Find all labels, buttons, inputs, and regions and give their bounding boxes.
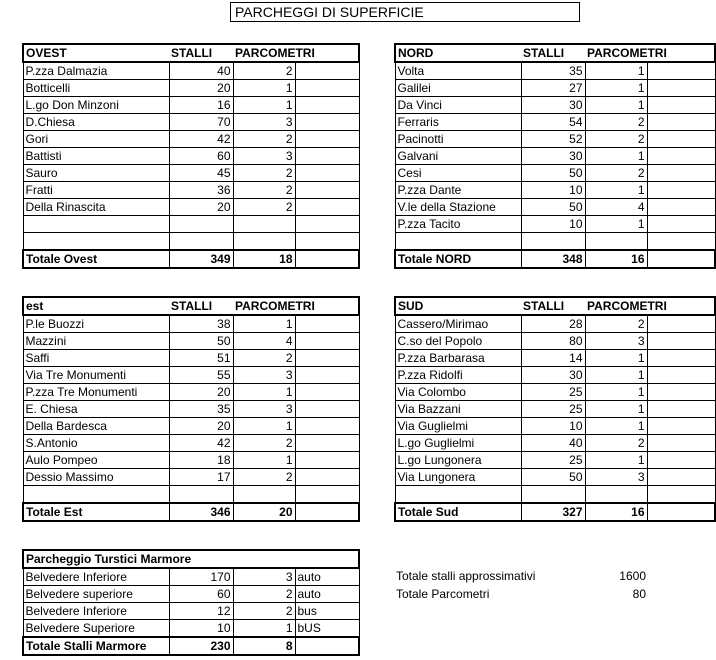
- parcometri-value: 1: [585, 62, 647, 80]
- stalli-value: 27: [521, 80, 585, 97]
- parking-name: Galilei: [395, 80, 521, 97]
- blank-cell: [295, 469, 359, 486]
- blank-cell: [295, 637, 359, 655]
- parking-name: Sauro: [23, 165, 169, 182]
- table-marmore: [22, 549, 360, 656]
- table-row: [23, 350, 359, 367]
- zone-name-header: SUD: [395, 297, 521, 315]
- stalli-value: 50: [521, 165, 585, 182]
- parking-name: D.Chiesa: [23, 114, 169, 131]
- blank-cell: [647, 114, 715, 131]
- parking-name: [395, 486, 521, 503]
- parking-name: Via Guglielmi: [395, 418, 521, 435]
- blank-cell: [647, 315, 715, 333]
- blank-cell: [647, 503, 715, 521]
- parking-name: Aulo Pompeo: [23, 452, 169, 469]
- parking-name: Via Lungonera: [395, 469, 521, 486]
- table-row: [395, 384, 715, 401]
- stalli-value: 35: [521, 62, 585, 80]
- parcometri-value: 2: [233, 469, 295, 486]
- stalli-header: STALLI: [521, 297, 585, 315]
- stalli-value: 25: [521, 384, 585, 401]
- blank-cell: [295, 97, 359, 114]
- table-row: [395, 62, 715, 80]
- parcometri-value: [585, 233, 647, 250]
- parcometri-value: [233, 216, 295, 233]
- parking-name: V.le della Stazione: [395, 199, 521, 216]
- table-row: [395, 367, 715, 384]
- parcometri-value: 2: [585, 165, 647, 182]
- table-row: [395, 315, 715, 333]
- stalli-value: 70: [169, 114, 233, 131]
- parcometri-value: 2: [233, 62, 295, 80]
- parcometri-value: 2: [585, 315, 647, 333]
- blank-cell: [295, 80, 359, 97]
- parking-name: Via Bazzani: [395, 401, 521, 418]
- table-row: [395, 165, 715, 182]
- parking-name: Galvani: [395, 148, 521, 165]
- parcometri-value: 1: [233, 80, 295, 97]
- parking-name: L.go Lungonera: [395, 452, 521, 469]
- parking-name: P.zza Tre Monumenti: [23, 384, 169, 401]
- parking-name: Via Tre Monumenti: [23, 367, 169, 384]
- table-row: [23, 620, 359, 638]
- stalli-value: [169, 216, 233, 233]
- table-row: [23, 199, 359, 216]
- table-row: [395, 452, 715, 469]
- table-row: [23, 233, 359, 250]
- table-row: [23, 384, 359, 401]
- parcometri-header: PARCOMETRI: [587, 46, 667, 60]
- parcometri-value: 2: [233, 350, 295, 367]
- stalli-value: [169, 233, 233, 250]
- parking-name: Cassero/Mirimao: [395, 315, 521, 333]
- blank-cell: [295, 315, 359, 333]
- parking-name: Della Rinascita: [23, 199, 169, 216]
- parking-name: Volta: [395, 62, 521, 80]
- parcometri-value: 3: [233, 367, 295, 384]
- stalli-value: 17: [169, 469, 233, 486]
- parking-name: Dessio Massimo: [23, 469, 169, 486]
- stalli-value: 16: [169, 97, 233, 114]
- parcometri-value: 1: [585, 216, 647, 233]
- table-row: [395, 350, 715, 367]
- stalli-value: [521, 486, 585, 503]
- table-row: [395, 182, 715, 199]
- parcometri-value: 1: [233, 418, 295, 435]
- stalli-value: 10: [521, 182, 585, 199]
- table-row: [23, 148, 359, 165]
- stalli-value: 40: [521, 435, 585, 452]
- blank-header: [295, 550, 359, 568]
- stalli-value: 50: [169, 333, 233, 350]
- parcometri-value: 3: [233, 568, 295, 586]
- stalli-value: 42: [169, 131, 233, 148]
- blank-cell: [295, 233, 359, 250]
- table-row: [395, 216, 715, 233]
- parcometri-value: 1: [233, 384, 295, 401]
- table-row: [23, 418, 359, 435]
- blank-cell: [295, 503, 359, 521]
- stalli-value: 38: [169, 315, 233, 333]
- blank-cell: [295, 486, 359, 503]
- summary-value: 80: [632, 587, 646, 601]
- table-row: [395, 148, 715, 165]
- total-parcometri: 18: [233, 250, 295, 268]
- stalli-value: 14: [521, 350, 585, 367]
- marmore-header: Parcheggio Turstici Marmore: [23, 550, 169, 568]
- blank-cell: [295, 333, 359, 350]
- parcometri-value: 1: [233, 620, 295, 638]
- stalli-value: 42: [169, 435, 233, 452]
- total-stalli: 348: [521, 250, 585, 268]
- stalli-value: 80: [521, 333, 585, 350]
- parking-name: Pacinotti: [395, 131, 521, 148]
- parcometri-value: 4: [233, 333, 295, 350]
- parcometri-value: 3: [585, 333, 647, 350]
- blank-cell: [647, 384, 715, 401]
- table-row: [395, 233, 715, 250]
- parcometri-value: 1: [233, 315, 295, 333]
- total-stalli: 230: [169, 637, 233, 655]
- stalli-value: 10: [521, 216, 585, 233]
- parcometri-value: 1: [585, 418, 647, 435]
- total-stalli: 346: [169, 503, 233, 521]
- stalli-value: [169, 486, 233, 503]
- total-stalli: 327: [521, 503, 585, 521]
- zone-name-header: NORD: [395, 44, 521, 62]
- parking-name: Belvedere Inferiore: [23, 603, 169, 620]
- table-row: [395, 97, 715, 114]
- blank-header: [233, 550, 295, 568]
- blank-cell: [295, 199, 359, 216]
- blank-cell: [647, 452, 715, 469]
- blank-cell: [647, 486, 715, 503]
- summary-label: Totale Parcometri: [396, 587, 490, 601]
- table-row: [23, 367, 359, 384]
- table-row: [23, 131, 359, 148]
- parking-name: Cesi: [395, 165, 521, 182]
- parcometri-value: 2: [233, 435, 295, 452]
- stalli-value: 30: [521, 97, 585, 114]
- table-row: [23, 315, 359, 333]
- table-row: [23, 97, 359, 114]
- parking-name: P.zza Dante: [395, 182, 521, 199]
- parking-name: Gori: [23, 131, 169, 148]
- parking-name: P.le Buozzi: [23, 315, 169, 333]
- blank-cell: [295, 114, 359, 131]
- stalli-header: STALLI: [521, 44, 585, 62]
- parcometri-value: 2: [233, 586, 295, 603]
- table-row: [395, 418, 715, 435]
- parking-name: P.zza Ridolfi: [395, 367, 521, 384]
- stalli-value: 36: [169, 182, 233, 199]
- blank-cell: [295, 384, 359, 401]
- parcometri-header: PARCOMETRI: [235, 299, 315, 313]
- parking-name: Mazzini: [23, 333, 169, 350]
- table-row: [23, 469, 359, 486]
- parcometri-header: PARCOMETRI: [235, 46, 315, 60]
- parcometri-value: [233, 486, 295, 503]
- parking-name: Belvedere Superiore: [23, 620, 169, 638]
- total-label: Totale NORD: [395, 250, 521, 268]
- page-title: PARCHEGGI DI SUPERFICIE: [230, 2, 580, 22]
- total-label: Totale Ovest: [23, 250, 169, 268]
- table-row: [395, 131, 715, 148]
- blank-cell: [295, 452, 359, 469]
- parcometri-value: 3: [585, 469, 647, 486]
- total-parcometri: 16: [585, 250, 647, 268]
- blank-cell: [647, 131, 715, 148]
- blank-cell: [647, 333, 715, 350]
- parcometri-header: PARCOMETRI: [587, 299, 667, 313]
- table-row: [23, 80, 359, 97]
- blank-cell: [647, 435, 715, 452]
- parking-name: Botticelli: [23, 80, 169, 97]
- parcometri-value: 3: [233, 114, 295, 131]
- stalli-value: 28: [521, 315, 585, 333]
- parking-name: P.zza Barbarasa: [395, 350, 521, 367]
- table-row: [23, 435, 359, 452]
- parcometri-value: 2: [585, 435, 647, 452]
- vehicle-type: bus: [295, 603, 359, 620]
- parcometri-value: 1: [233, 97, 295, 114]
- table-nord: [394, 43, 716, 269]
- parking-name: L.go Don Minzoni: [23, 97, 169, 114]
- total-stalli: 349: [169, 250, 233, 268]
- stalli-value: 40: [169, 62, 233, 80]
- summary-block: [396, 569, 646, 609]
- parking-name: S.Antonio: [23, 435, 169, 452]
- parking-name: [23, 216, 169, 233]
- total-label: Totale Stalli Marmore: [23, 637, 169, 655]
- blank-cell: [295, 350, 359, 367]
- parking-name: Fratti: [23, 182, 169, 199]
- parking-name: Saffi: [23, 350, 169, 367]
- stalli-value: 18: [169, 452, 233, 469]
- stalli-value: 20: [169, 80, 233, 97]
- table-row: [395, 469, 715, 486]
- parcometri-value: 1: [585, 401, 647, 418]
- stalli-value: 10: [169, 620, 233, 638]
- parcometri-value: 1: [585, 452, 647, 469]
- parcometri-value: 2: [233, 199, 295, 216]
- blank-cell: [647, 367, 715, 384]
- blank-cell: [647, 216, 715, 233]
- table-row: [23, 333, 359, 350]
- parcometri-value: 2: [233, 131, 295, 148]
- stalli-value: 20: [169, 199, 233, 216]
- stalli-value: 25: [521, 452, 585, 469]
- table-row: [23, 114, 359, 131]
- parking-name: Battisti: [23, 148, 169, 165]
- table-ovest: [22, 43, 360, 269]
- table-row: [23, 182, 359, 199]
- blank-cell: [295, 62, 359, 80]
- stalli-value: 45: [169, 165, 233, 182]
- stalli-value: 60: [169, 586, 233, 603]
- parcometri-value: 2: [233, 182, 295, 199]
- parcometri-value: 2: [585, 131, 647, 148]
- zone-name-header: est: [23, 297, 169, 315]
- blank-cell: [295, 165, 359, 182]
- blank-cell: [647, 401, 715, 418]
- summary-value: 1600: [619, 569, 646, 583]
- blank-cell: [647, 250, 715, 268]
- stalli-value: 10: [521, 418, 585, 435]
- table-row: [23, 603, 359, 620]
- vehicle-type: auto: [295, 568, 359, 586]
- blank-cell: [647, 418, 715, 435]
- parcometri-value: 1: [585, 384, 647, 401]
- parking-name: E. Chiesa: [23, 401, 169, 418]
- blank-cell: [295, 367, 359, 384]
- table-row: [395, 114, 715, 131]
- parcometri-value: [233, 233, 295, 250]
- table-row: [23, 486, 359, 503]
- stalli-value: 170: [169, 568, 233, 586]
- stalli-value: 55: [169, 367, 233, 384]
- parking-name: L.go Guglielmi: [395, 435, 521, 452]
- total-parcometri: 16: [585, 503, 647, 521]
- table-row: [395, 401, 715, 418]
- vehicle-type: bUS: [295, 620, 359, 638]
- parcometri-value: 1: [585, 350, 647, 367]
- stalli-value: 51: [169, 350, 233, 367]
- stalli-value: 20: [169, 418, 233, 435]
- blank-cell: [647, 148, 715, 165]
- stalli-value: 52: [521, 131, 585, 148]
- vehicle-type: auto: [295, 586, 359, 603]
- table-row: [23, 452, 359, 469]
- table-row: [23, 586, 359, 603]
- stalli-value: 30: [521, 148, 585, 165]
- parcometri-value: 1: [585, 148, 647, 165]
- total-label: Totale Est: [23, 503, 169, 521]
- table-row: [23, 568, 359, 586]
- parcometri-value: [585, 486, 647, 503]
- table-row: [395, 435, 715, 452]
- table-est: [22, 296, 360, 522]
- stalli-value: 35: [169, 401, 233, 418]
- blank-cell: [647, 182, 715, 199]
- blank-cell: [647, 62, 715, 80]
- blank-cell: [647, 165, 715, 182]
- parking-name: [23, 233, 169, 250]
- parcometri-value: 3: [233, 148, 295, 165]
- stalli-value: 30: [521, 367, 585, 384]
- stalli-value: 12: [169, 603, 233, 620]
- parcometri-value: 1: [585, 97, 647, 114]
- summary-label: Totale stalli approssimativi: [396, 569, 536, 583]
- parking-name: C.so del Popolo: [395, 333, 521, 350]
- blank-cell: [295, 216, 359, 233]
- parking-name: Ferraris: [395, 114, 521, 131]
- table-row: [23, 216, 359, 233]
- table-row: [395, 199, 715, 216]
- table-row: [23, 165, 359, 182]
- parking-name: Da Vinci: [395, 97, 521, 114]
- stalli-value: 25: [521, 401, 585, 418]
- blank-cell: [295, 182, 359, 199]
- blank-cell: [647, 97, 715, 114]
- stalli-header: STALLI: [169, 297, 233, 315]
- total-label: Totale Sud: [395, 503, 521, 521]
- parcometri-value: 3: [233, 401, 295, 418]
- parcometri-value: 1: [233, 452, 295, 469]
- parking-name: Belvedere Inferiore: [23, 568, 169, 586]
- blank-cell: [295, 250, 359, 268]
- blank-cell: [647, 469, 715, 486]
- table-row: [23, 401, 359, 418]
- total-parcometri: 8: [233, 637, 295, 655]
- stalli-value: 50: [521, 469, 585, 486]
- parking-name: P.zza Dalmazia: [23, 62, 169, 80]
- blank-cell: [647, 199, 715, 216]
- parcometri-value: 4: [585, 199, 647, 216]
- parking-name: [23, 486, 169, 503]
- blank-cell: [295, 131, 359, 148]
- blank-cell: [295, 418, 359, 435]
- parcometri-value: 2: [233, 603, 295, 620]
- blank-cell: [647, 233, 715, 250]
- stalli-value: 50: [521, 199, 585, 216]
- table-sud: [394, 296, 716, 522]
- parcometri-value: 1: [585, 80, 647, 97]
- stalli-value: 60: [169, 148, 233, 165]
- blank-cell: [647, 80, 715, 97]
- blank-cell: [647, 350, 715, 367]
- table-row: [23, 62, 359, 80]
- parking-name: Della Bardesca: [23, 418, 169, 435]
- stalli-header: STALLI: [169, 44, 233, 62]
- stalli-value: [521, 233, 585, 250]
- parking-name: Belvedere superiore: [23, 586, 169, 603]
- blank-cell: [295, 401, 359, 418]
- parcometri-value: 2: [585, 114, 647, 131]
- stalli-value: 54: [521, 114, 585, 131]
- total-parcometri: 20: [233, 503, 295, 521]
- stalli-value: 20: [169, 384, 233, 401]
- blank-cell: [295, 435, 359, 452]
- blank-cell: [295, 148, 359, 165]
- parcometri-value: 2: [233, 165, 295, 182]
- zone-name-header: OVEST: [23, 44, 169, 62]
- table-row: [395, 80, 715, 97]
- parcometri-value: 1: [585, 367, 647, 384]
- table-row: [395, 486, 715, 503]
- table-row: [395, 333, 715, 350]
- parking-name: Via Colombo: [395, 384, 521, 401]
- parking-name: P.zza Tacito: [395, 216, 521, 233]
- parking-name: [395, 233, 521, 250]
- parcometri-value: 1: [585, 182, 647, 199]
